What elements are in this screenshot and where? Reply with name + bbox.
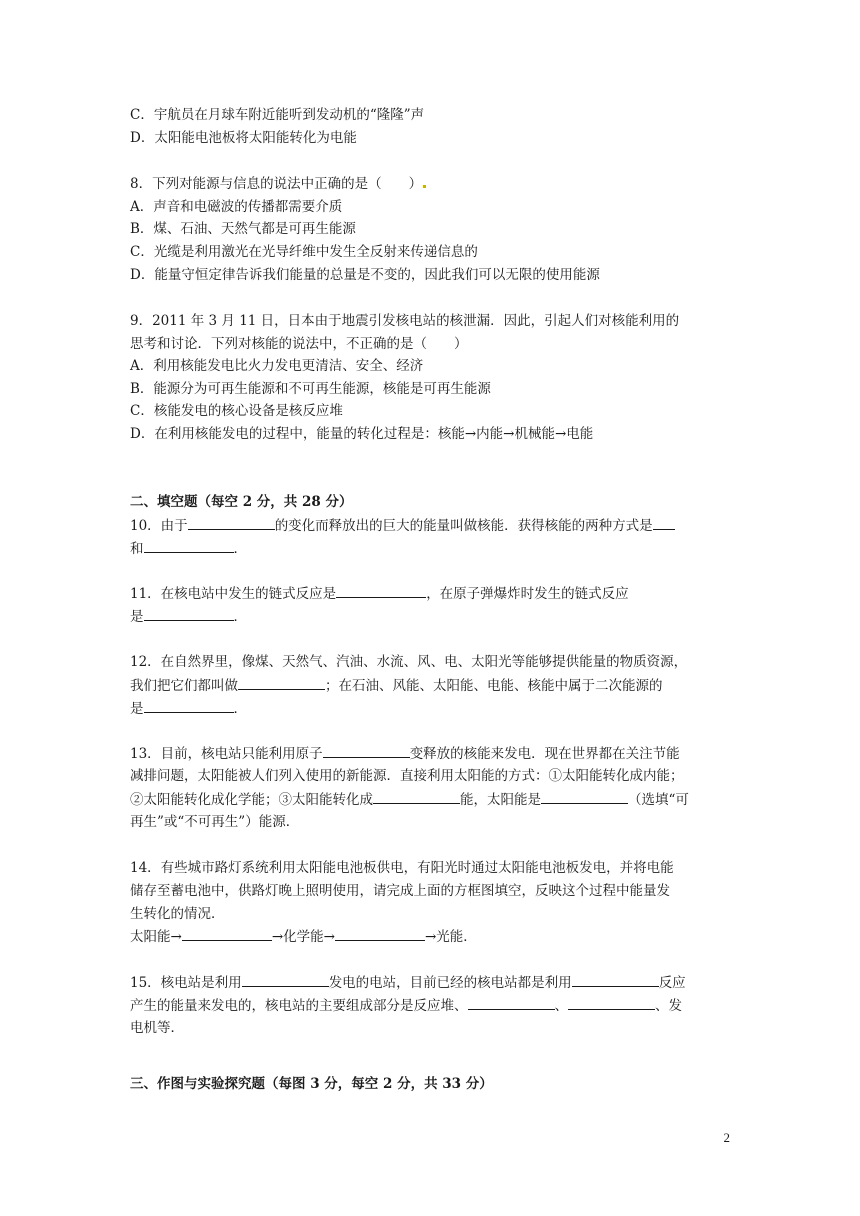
q15-text-b: 发电的电站，目前已经的核电站都是利用 bbox=[328, 975, 572, 991]
q8-option-a: A．声音和电磁波的传播都需要介质 bbox=[130, 199, 343, 215]
q10-text-d: ． bbox=[233, 541, 247, 557]
q13-text-b: 变释放的核能来发电．现在世界都在关注节能 bbox=[409, 746, 680, 762]
q10-line-2 bbox=[130, 539, 730, 558]
q14-text-c: →光能． bbox=[424, 929, 477, 945]
q13-line-4: 再生”或“不可再生”）能源． bbox=[130, 814, 300, 830]
q12-blank-2[interactable] bbox=[144, 699, 234, 713]
q9-stem-line-1: 9．2011 年 3 月 11 日，日本由于地震引发核电站的核泄漏．因此，引起人们对核能利用的 bbox=[130, 313, 680, 329]
q14-blank-2[interactable] bbox=[335, 927, 425, 941]
q9-option-b: B．能源分为可再生能源和不可再生能源，核能是可再生能源 bbox=[130, 381, 491, 397]
q13-line-2: 减排问题，太阳能被人们列入使用的新能源．直接利用太阳能的方式：①太阳能转化成内能； bbox=[130, 768, 684, 784]
q14-text-b: →化学能→ bbox=[271, 929, 335, 945]
q15-blank-3[interactable] bbox=[468, 996, 555, 1010]
q15-text-c: 反应 bbox=[658, 975, 686, 991]
q13-blank-1[interactable] bbox=[323, 744, 410, 758]
q14-line-2: 储存至蓄电池中，供路灯晚上照明使用，请完成上面的方框图填空，反映这个过程中能量发 bbox=[130, 883, 670, 899]
section-3-heading: 三、作图与实验探究题（每图 3 分，每空 2 分，共 33 分） bbox=[130, 1076, 493, 1092]
q11-text-c: 是 bbox=[130, 609, 144, 625]
q13-line-3 bbox=[130, 790, 730, 809]
q10-blank-2[interactable] bbox=[653, 516, 675, 530]
q11-line-2 bbox=[130, 607, 730, 626]
q9-stem-line-2: 思考和讨论．下列对核能的说法中，不正确的是（ ） bbox=[130, 336, 468, 352]
q8-stem-text: 8．下列对能源与信息的说法中正确的是（ ） bbox=[130, 176, 423, 192]
q14-line-3: 生转化的情况． bbox=[130, 906, 225, 922]
q9-option-d: D．在利用核能发电的过程中，能量的转化过程是：核能→内能→机械能→电能 bbox=[130, 426, 594, 442]
q10-blank-1[interactable] bbox=[188, 516, 275, 530]
q13-text-e: （选填“可 bbox=[628, 792, 689, 808]
q8-stem bbox=[130, 175, 730, 193]
q11-text-b: ，在原子弹爆炸时发生的链式反应 bbox=[426, 586, 629, 602]
q15-text-a: 15．核电站是利用 bbox=[130, 975, 242, 991]
q15-blank-1[interactable] bbox=[242, 973, 329, 987]
q15-line-2 bbox=[130, 996, 730, 1015]
q9-option-c: C．核能发电的核心设备是核反应堆 bbox=[130, 403, 343, 419]
q12-line-2 bbox=[130, 676, 730, 695]
q7-option-c: C．宇航员在月球车附近能听到发动机的“隆隆”声 bbox=[130, 107, 425, 123]
q14-line-4 bbox=[130, 927, 730, 946]
q11-blank-2[interactable] bbox=[144, 607, 234, 621]
q15-blank-4[interactable] bbox=[568, 996, 655, 1010]
q12-text-c: 是 bbox=[130, 701, 144, 717]
q13-line-1 bbox=[130, 744, 730, 763]
q14-blank-1[interactable] bbox=[182, 927, 272, 941]
q12-blank-1[interactable] bbox=[238, 676, 325, 690]
q15-line-1 bbox=[130, 973, 730, 992]
q11-text-a: 11．在核电站中发生的链式反应是 bbox=[130, 586, 337, 602]
q13-text-a: 13．目前，核电站只能利用原子 bbox=[130, 746, 323, 762]
q15-text-d: 产生的能量来发电的，核电站的主要组成部分是反应堆、 bbox=[130, 998, 468, 1014]
q12-text-a: 我们把它们都叫做 bbox=[130, 678, 238, 694]
q9-option-a: A．利用核能发电比火力发电更清洁、安全、经济 bbox=[130, 358, 424, 374]
q10-text-a: 10．由于 bbox=[130, 518, 188, 534]
q10-blank-3[interactable] bbox=[144, 539, 234, 553]
q13-blank-3[interactable] bbox=[541, 790, 628, 804]
q7-option-d: D．太阳能电池板将太阳能转化为电能 bbox=[130, 130, 357, 146]
mark-dot bbox=[423, 185, 426, 188]
q14-line-1: 14．有些城市路灯系统利用太阳能电池板供电，有阳光时通过太阳能电池板发电，并将电能 bbox=[130, 860, 674, 876]
q8-option-d: D．能量守恒定律告诉我们能量的总量是不变的，因此我们可以无限的使用能源 bbox=[130, 267, 600, 283]
q13-text-c: ②太阳能转化成化学能；③太阳能转化成 bbox=[130, 792, 373, 808]
q10-text-b: 的变化而释放出的巨大的能量叫做核能．获得核能的两种方式是 bbox=[274, 518, 653, 534]
q10-line-1 bbox=[130, 516, 730, 535]
q15-text-f: 、发 bbox=[655, 998, 682, 1014]
q15-line-3: 电机等． bbox=[130, 1020, 184, 1036]
q8-option-b: B．煤、石油、天然气都是可再生能源 bbox=[130, 221, 356, 237]
q11-line-1 bbox=[130, 584, 730, 603]
q10-text-c: 和 bbox=[130, 541, 144, 557]
q12-text-b: ；在石油、风能、太阳能、电能、核能中属于二次能源的 bbox=[325, 678, 663, 694]
q8-option-c: C．光缆是利用激光在光导纤维中发生全反射来传递信息的 bbox=[130, 244, 478, 260]
q13-text-d: 能，太阳能是 bbox=[460, 792, 541, 808]
q15-blank-2[interactable] bbox=[572, 973, 659, 987]
q12-line-1: 12．在自然界里，像煤、天然气、汽油、水流、风、电、太阳光等能够提供能量的物质资源， bbox=[130, 654, 688, 670]
q12-line-3 bbox=[130, 699, 730, 718]
page-number: 2 bbox=[723, 1130, 730, 1145]
q11-blank-1[interactable] bbox=[336, 584, 426, 598]
q12-text-d: ． bbox=[233, 701, 247, 717]
q13-blank-2[interactable] bbox=[373, 790, 460, 804]
q14-text-a: 太阳能→ bbox=[130, 929, 182, 945]
q15-text-e: 、 bbox=[554, 998, 568, 1014]
section-2-heading: 二、填空题（每空 2 分，共 28 分） bbox=[130, 494, 353, 510]
q11-text-d: ． bbox=[233, 609, 247, 625]
